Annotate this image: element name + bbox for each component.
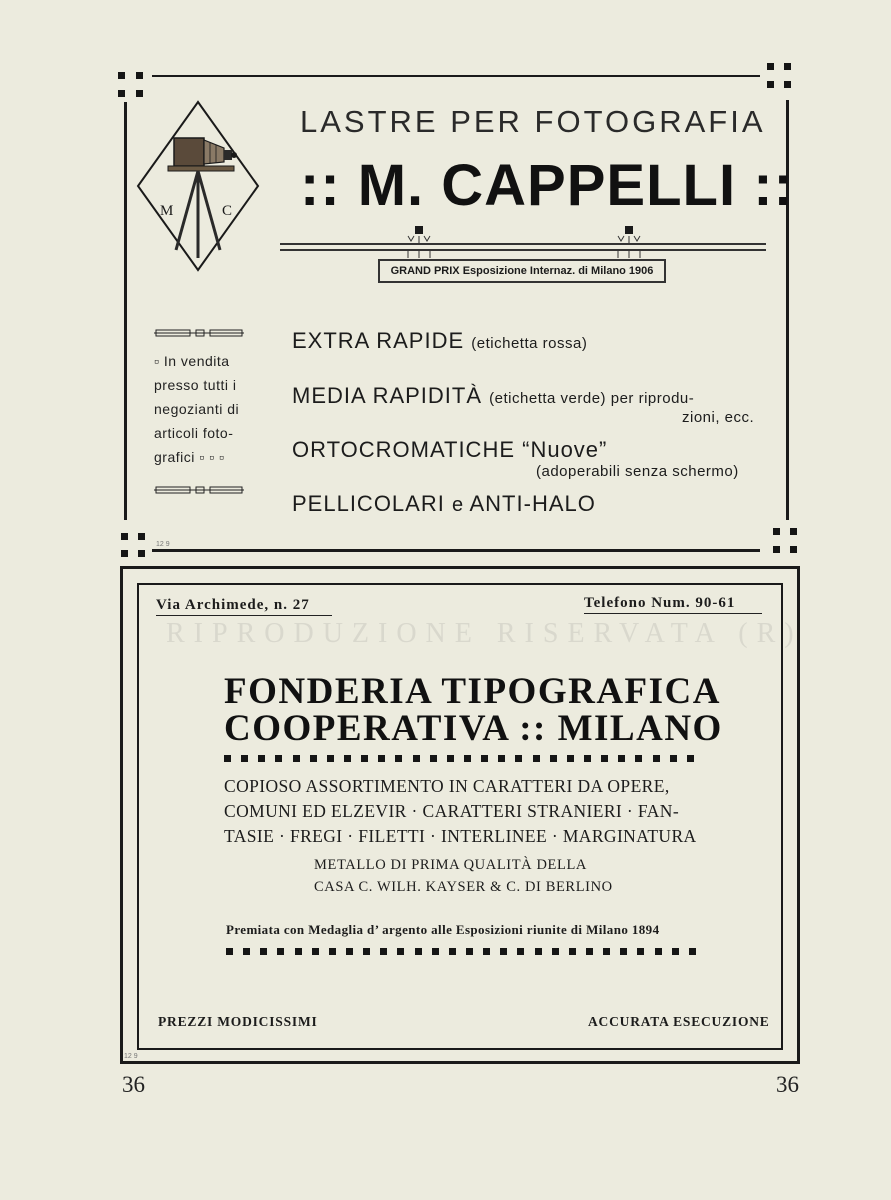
page-number-left: 36	[122, 1072, 145, 1097]
rail-ornament-left	[402, 224, 436, 258]
left-border-rule	[124, 102, 127, 520]
sidebar-line: grafici ▫ ▫ ▫	[154, 449, 225, 465]
product-extra-rapide: EXTRA RAPIDE (etichetta rossa)	[292, 328, 588, 353]
sidebar-ornament-top	[154, 325, 244, 335]
print-code: 12 9	[124, 1053, 138, 1060]
address-underline	[156, 615, 332, 616]
footer-left: PREZZI MODICISSIMI	[158, 1014, 318, 1029]
metal-line: METALLO DI PRIMA QUALITÀ DELLA	[314, 857, 587, 873]
product-media-rapidita: MEDIA RAPIDITÀ (etichetta verde) per riprodu-	[292, 383, 695, 408]
logo-letter-c: C	[222, 203, 233, 219]
phone-underline	[584, 613, 762, 614]
body-line: TASIE · FREGI · FILETTI · INTERLINEE · MARGINATURA	[224, 826, 697, 846]
sidebar-line: presso tutti i	[154, 377, 237, 393]
product-ortocromatiche: ORTOCROMATICHE “Nuove”	[292, 437, 608, 462]
square-rule-bottom	[226, 948, 696, 956]
address: Via Archimede, n. 27	[156, 597, 310, 613]
body-line: COMUNI ED ELZEVIR · CARATTERI STRANIERI · FAN-	[224, 801, 680, 821]
watermark: RIPRODUZIONE RISERVATA (R)	[166, 618, 803, 649]
camera-on-tripod-icon	[136, 100, 260, 272]
award-box: GRAND PRIX Esposizione Internaz. di Milano 1906	[378, 259, 666, 283]
footer-right: ACCURATA ESECUZIONE	[588, 1014, 770, 1029]
title-line-1: FONDERIA TIPOGRAFICA	[224, 671, 721, 712]
ornamental-rail	[280, 243, 766, 251]
product-pellicolari: PELLICOLARI e ANTI-HALO	[292, 491, 596, 516]
sidebar-line: negozianti di	[154, 401, 240, 417]
square-rule-top	[224, 755, 694, 763]
headline: LASTRE PER FOTOGRAFIA	[300, 104, 766, 139]
top-border-rule	[152, 75, 760, 77]
print-code: 12 9	[156, 541, 170, 548]
page-number-right: 36	[776, 1072, 799, 1097]
sidebar-line: ▫ In vendita	[154, 353, 230, 369]
metal-line: CASA C. WILH. KAYSER & C. DI BERLINO	[314, 879, 613, 895]
bottom-border-rule	[152, 549, 760, 552]
product-note: (adoperabili senza schermo)	[536, 463, 739, 480]
sidebar-line: articoli foto-	[154, 425, 234, 441]
award-line: Premiata con Medaglia d’ argento alle Esposizioni riunite di Milano 1894	[226, 922, 660, 937]
cappelli-logo	[136, 100, 260, 272]
logo-letter-m: M	[160, 203, 174, 219]
product-note: zioni, ecc.	[682, 409, 755, 426]
company-name: :: M. CAPPELLI ::	[300, 153, 794, 218]
title-line-2: COOPERATIVA :: MILANO	[224, 708, 723, 749]
body-line: COPIOSO ASSORTIMENTO IN CARATTERI DA OPERE,	[224, 776, 670, 796]
sidebar-ornament-bottom	[154, 482, 244, 492]
rail-ornament-right	[612, 224, 646, 258]
phone: Telefono Num. 90-61	[584, 595, 736, 611]
